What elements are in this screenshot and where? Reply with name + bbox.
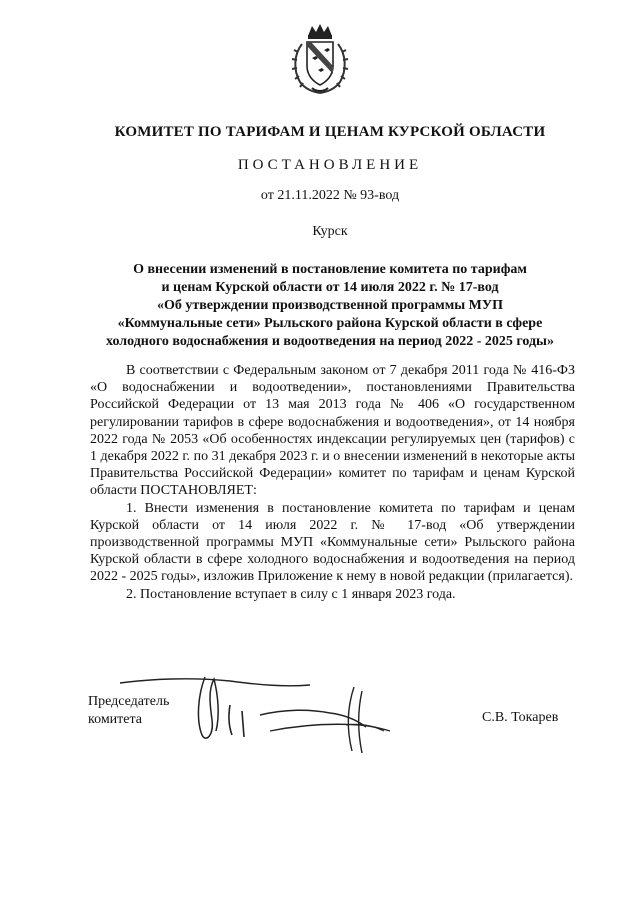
document-body bbox=[90, 362, 575, 603]
subject-line: О внесении изменений в постановление комитета по тарифам bbox=[133, 262, 527, 277]
kursk-coat-of-arms-icon bbox=[288, 22, 352, 96]
body-paragraph-item-2: 2. Постановление вступает в силу с 1 января 2023 года. bbox=[126, 586, 456, 602]
body-paragraph-preamble: В соответствии с Федеральным законом от 7 декабря 2011 года № 416-ФЗ «О водоснабжении и водоотведении», постановлениями Правительства Российской Федерации от 13 мая 2013 года № 406 «О государственном регулировании тарифов в сфере водоснабжения и водоотведения», от 14 ноября 2022 года № 2053 «Об особенностях индексации регулируемых цен (тарифов) с 1 декабря 2022 г. по 31 декабря 2023 г. и о внесении изменений в некоторые акты Правительства Российской Федерации» комитет по тарифам и ценам Курской области ПОСТАНОВЛЯЕТ: bbox=[90, 363, 575, 499]
body-paragraph-item-1: 1. Внести изменения в постановление комитета по тарифам и ценам Курской области от 14 июля 2022 г. № 17-вод «Об утверждении производственной программы МУП «Коммунальные сети» Рыльского района Курской области в сфере холодного водоснабжения и водоотведения на период 2022 - 2025 годы», изложив Приложение к нему в новой редакции (прилагается). bbox=[90, 500, 575, 585]
subject-line: «Об утверждении производственной программы МУП bbox=[156, 298, 504, 313]
signatory-title bbox=[88, 693, 169, 729]
signatory-title-line: комитета bbox=[88, 712, 143, 727]
document-subject bbox=[95, 261, 565, 351]
subject-line: и ценам Курской области от 14 июля 2022 г. № 17-вод bbox=[161, 280, 499, 295]
document-city: Курск bbox=[312, 224, 348, 239]
document-date-number: от 21.11.2022 № 93-вод bbox=[260, 188, 400, 203]
subject-line: «Коммунальные сети» Рыльского района Курской области в сфере bbox=[117, 316, 543, 331]
subject-line: холодного водоснабжения и водоотведения на период 2022 - 2025 годы» bbox=[105, 334, 554, 349]
signatory-title-line: Председатель bbox=[88, 694, 170, 709]
signatory-name: С.В. Токарев bbox=[482, 710, 559, 725]
document-type: ПОСТАНОВЛЕНИЕ bbox=[237, 157, 423, 173]
committee-name: КОМИТЕТ ПО ТАРИФАМ И ЦЕНАМ КУРСКОЙ ОБЛАСТИ bbox=[114, 124, 546, 140]
